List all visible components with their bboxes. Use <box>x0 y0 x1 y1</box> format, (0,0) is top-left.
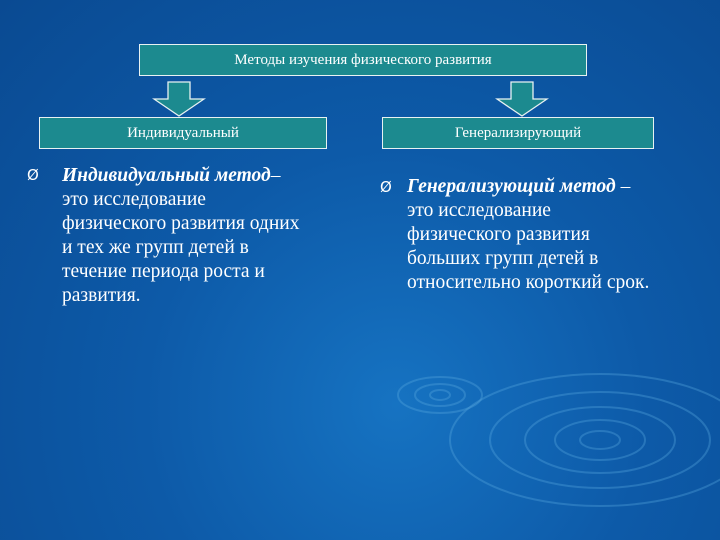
description-line: это исследование <box>407 200 551 221</box>
generalizing-box <box>382 117 654 149</box>
description-line: – <box>615 176 631 197</box>
generalizing-label: Генерализирующий <box>454 125 582 141</box>
description-line: течение периода роста и <box>62 261 265 282</box>
individual-label: Индивидуальный <box>127 125 239 141</box>
description-line: это исследование <box>62 189 206 210</box>
individual-description <box>62 164 362 308</box>
generalizing-description <box>407 175 717 295</box>
description-line: физического развития <box>407 224 590 245</box>
description-line: физического развития одних <box>62 213 300 234</box>
right-down-arrow-icon <box>495 81 549 117</box>
description-line: относительно короткий срок. <box>407 272 650 293</box>
description-line: – <box>270 165 281 186</box>
description-line: развития. <box>62 285 141 306</box>
individual-box <box>39 117 327 149</box>
bullet-arrow-icon: Ø <box>27 166 39 184</box>
description-line: и тех же групп детей в <box>62 237 249 258</box>
bullet-arrow-icon: Ø <box>380 178 392 196</box>
description-line: больших групп детей в <box>407 248 599 269</box>
individual-term: Индивидуальный метод <box>62 165 271 186</box>
generalizing-term: Генерализующий метод <box>407 176 616 197</box>
left-down-arrow-icon <box>152 81 206 117</box>
title-box <box>139 44 587 76</box>
title-text: Методы изучения физического развития <box>234 52 492 68</box>
